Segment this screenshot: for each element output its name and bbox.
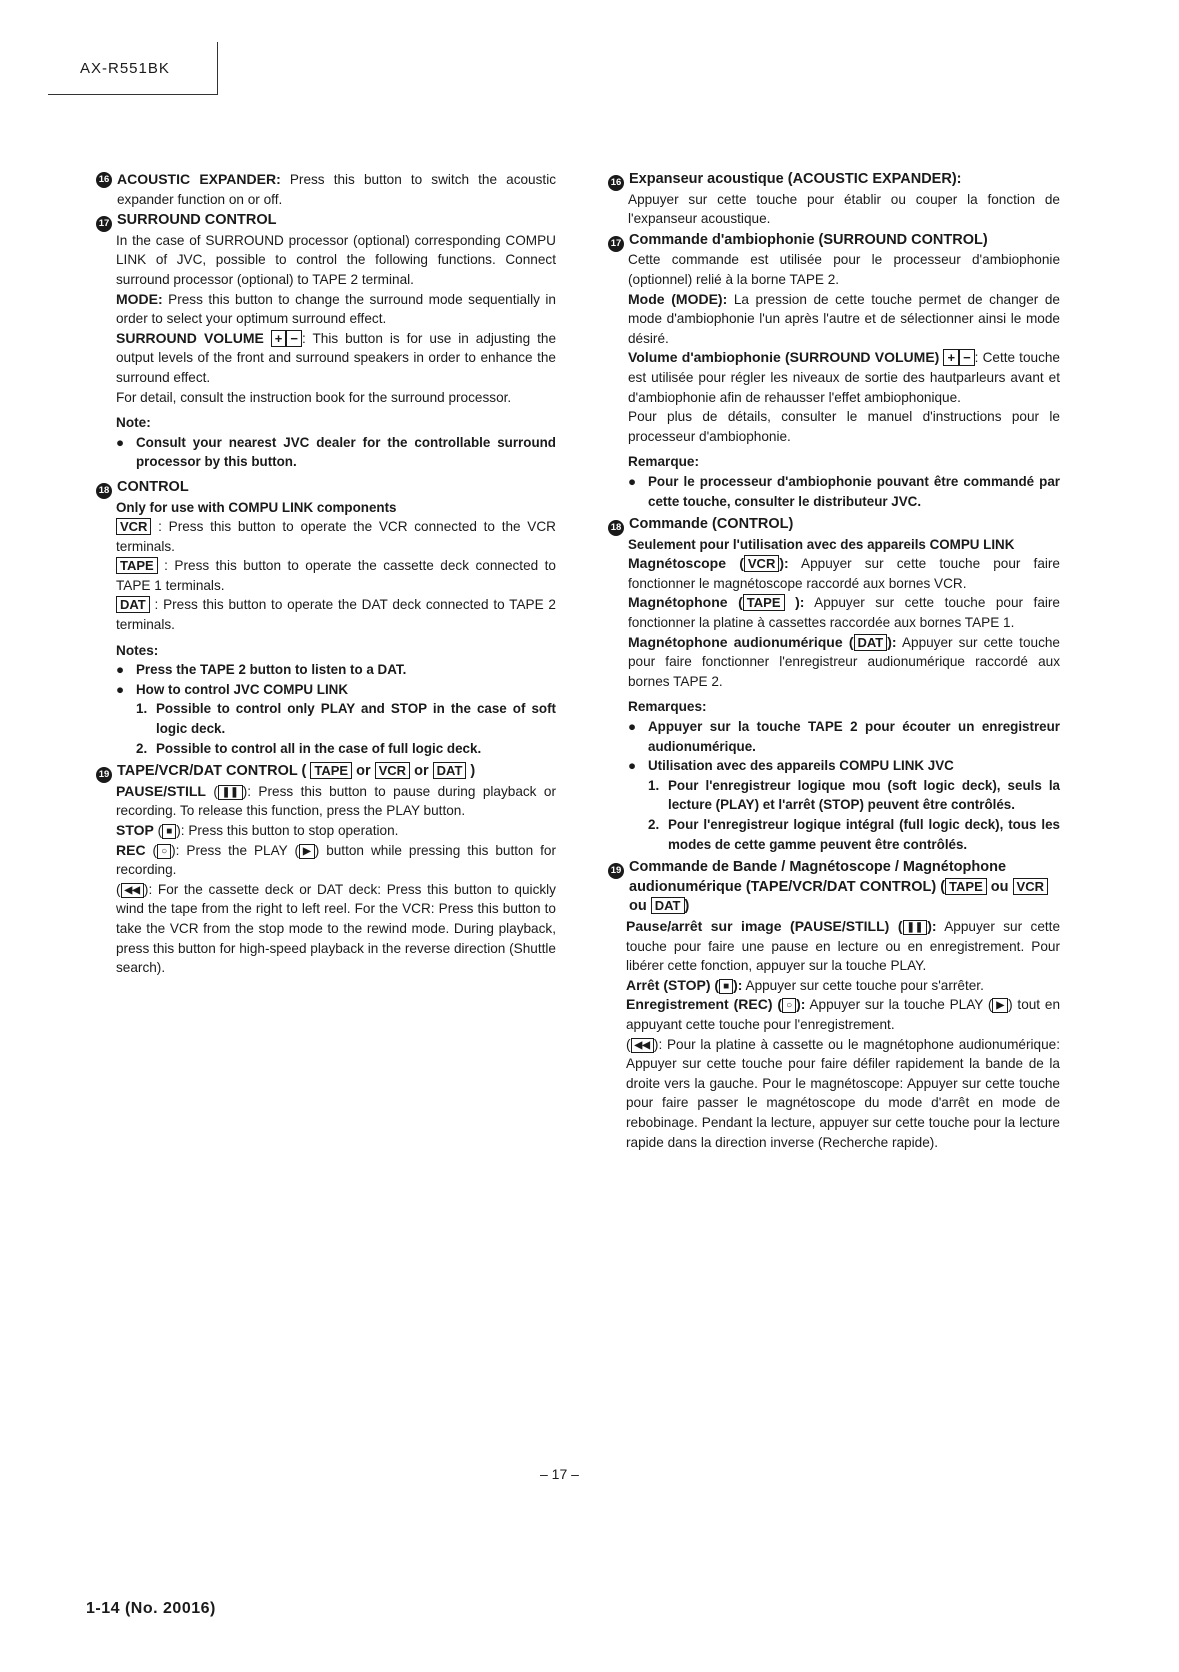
note-2a: Pour l'enregistreur logique mou (soft logic deck), seuls la lecture (PLAY) et l'arrêt (STOP) peuvent être contrôlés. — [668, 777, 1060, 813]
section-title: Commande d'ambiophonie (SURROUND CONTROL) — [629, 231, 988, 248]
bullet-icon: ● — [628, 758, 637, 774]
stop-text: Press this button to stop operation. — [188, 823, 399, 838]
rec-text-b: ) tout en appuyant cette touche pour l'enregistrement. — [626, 997, 1060, 1032]
stop-label: Arrêt (STOP) ( — [626, 976, 720, 993]
surround-volume-label: SURROUND VOLUME — [116, 329, 264, 346]
tape-key: TAPE — [945, 878, 987, 895]
surround-volume-text: Cette touche est utilisée pour régler les niveaux de sortie des hautparleurs avant et d'ambiophonie afin de rehausser l'effet ambiophonique. — [628, 350, 1060, 405]
surround-volume-label: Volume d'ambiophonie (SURROUND VOLUME) — [628, 349, 940, 366]
compu-link-only: Seulement pour l'utilisation avec des appareils COMPU LINK — [628, 536, 1015, 552]
dat-key: DAT — [651, 897, 685, 914]
dat-text: Press this button to operate the DAT deck connected to TAPE 2 terminals. — [116, 597, 556, 633]
dat-text: Appuyer sur cette touche pour faire fonctionner l'enregistreur audionumérique raccordé aux bornes TAPE 2. — [628, 634, 1060, 689]
section-intro: Cette commande est utilisée pour le processeur d'ambiophonie (optionnel) relié à la borne TAPE 2. — [628, 252, 1060, 287]
ou-text: ou — [990, 878, 1009, 895]
bullet-icon: ● — [116, 681, 125, 697]
vcr-key: VCR — [1013, 878, 1048, 895]
tape-text: Press this button to operate the cassette deck connected to TAPE 1 terminals. — [116, 558, 556, 593]
section-title: SURROUND CONTROL — [117, 212, 277, 229]
vcr-key: VCR — [375, 762, 410, 779]
dat-key: DAT — [854, 634, 888, 651]
section-title: Expanseur acoustique (ACOUSTIC EXPANDER): — [629, 171, 962, 187]
note-1: Press the TAPE 2 button to listen to a DAT. — [136, 662, 407, 678]
item-number-badge: 19 — [608, 863, 624, 879]
minus-key-icon: − — [959, 349, 975, 366]
section-commande: 18 Commande (CONTROL) Seulement pour l'utilisation avec des appareils COMPU LINK Magnétoscope ( VCR ): Appuyer sur cette touche pour faire fonctionner le magnétoscope raccordé aux bornes VCR. Magnétophone ( TAPE ): Appuyer sur cette touche pour faire fonctionner la platine à cassettes raccordée aux bornes TAPE 1. Magnétophone audionumérique ( DAT ): Appuyer sur cette touche pour faire fonctionner l'enregistreur audionumérique raccordé aux bornes TAPE 2. Remarques: ● Appuyer sur la touche TAPE 2 pour écouter un enregistreur audionumérique. ● Utilisation avec des appareils COMPU LINK JVC 1. Pour l'enregistreur logique mou (soft logic deck), seuls la lecture (PLAY) et l'arrêt (STOP) peuvent être contrôlés. 2. Pour l'enregistreur logique intégral (full logic deck), tous les modes de cette gamme peuvent être contrôlés. — [608, 515, 1060, 854]
vcr-key: VCR — [116, 518, 151, 535]
play-icon: ▶ — [992, 998, 1008, 1013]
detail-text: Pour plus de détails, consulter le manuel d'instructions pour le processeur d'ambiophonie. — [628, 409, 1060, 444]
pause-text: Appuyer sur cette touche pour faire une pause en lecture ou en enregistrement. Pour libérer cette fonction, appuyer sur la touche PLAY. — [626, 918, 1061, 974]
section-acoustic-expander — [96, 170, 556, 209]
rec-icon: ○ — [157, 844, 171, 859]
note-text: Consult your nearest JVC dealer for the controllable surround processor by this button. — [136, 434, 556, 470]
rewind-text: Pour la platine à cassette ou le magnétophone audionumérique: Appuyer sur cette touche pour faire défiler rapidement la bande de la droite vers la gauche. Pour le magnétoscope: Appuyer sur cette touche pour faire passer le magnétoscope du mode d'arrêt en mode de rebobinage. Pendant la lecture, appuyer sur cette touche pour la lecture rapide dans la direction inverse (Recherche rapide). — [626, 1036, 1060, 1150]
page-number: – 17 – — [540, 1466, 579, 1482]
ou-text: ou — [629, 898, 647, 915]
notes-heading: Remarques: — [628, 699, 707, 715]
rec-text-b: button while pressing this button for recording. — [116, 842, 556, 878]
list-number: 1. — [648, 777, 660, 793]
section-expanseur — [608, 170, 1060, 229]
item-number-badge: 18 — [96, 483, 112, 499]
section-surround-control: 17 SURROUND CONTROL In the case of SURROUND processor (optional) corresponding COMPU LINK of JVC, possible to control the following functions. Connect surround processor (optional) to TAPE 2 terminal. MODE: Press this button to change the surround mode sequentially in order to select your optimum surround effect. SURROUND VOLUME + − : This button is for use in adjusting the output levels of the front and surround speakers in order to enhance the surround effect. For detail, consult the instruction book for the surround processor. Note: ● Consult your nearest JVC dealer for the controllable surround processor by this button. — [96, 211, 556, 472]
tape-text: Appuyer sur cette touche pour faire fonctionner la platine à cassettes raccordée aux bornes TAPE 1. — [628, 595, 1060, 631]
tape-key: TAPE — [116, 557, 158, 574]
section-control: 18 CONTROL Only for use with COMPU LINK components VCR : Press this button to operate the VCR connected to the VCR terminals. TAPE : Press this button to operate the cassette deck connected to TAPE 1 terminals. DAT : Press this button to operate the DAT deck connected to TAPE 2 terminals. Notes: ● Press the TAPE 2 button to listen to a DAT. ● How to control JVC COMPU LINK 1. Possible to control only PLAY and STOP in the case of soft logic deck. 2. Possible to control all in the case of full logic deck. — [96, 478, 556, 758]
bullet-icon: ● — [116, 662, 125, 678]
item-number-badge: 16 — [96, 172, 112, 188]
section-tape-vcr-dat-control: 19 TAPE/VCR/DAT CONTROL ( TAPE or VCR or DAT ) PAUSE/STILL ( ❚❚ ): Press this button to pause during playback or recording. To release this function, press the PLAY button. STOP ( ■ ): Press this button to stop operation. REC ( ○ ): Press the PLAY ( ▶ ) button while pressing this button for recording. ( ◀◀ ): For the cassette deck or DAT deck: Press this button to quickly wind the tape from the right to left reel. For the VCR: Press this button to take the VCR from the stop mode to the rewind mode. During playback, press this button for high-speed playback in the reverse direction (Shuttle search). — [96, 762, 556, 978]
item-number-badge: 19 — [96, 767, 112, 783]
compu-link-only: Only for use with COMPU LINK components — [116, 499, 397, 515]
note-heading: Remarque: — [628, 454, 700, 470]
stop-icon: ■ — [162, 824, 176, 839]
vcr-label: Magnétoscope ( — [628, 555, 744, 572]
pause-text: Press this button to pause during playback or recording. To release this function, press the PLAY button. — [116, 783, 556, 819]
section-commande-bande: 19 Commande de Bande / Magnétoscope / Magnétophone audionumérique (TAPE/VCR/DAT CONTROL) ( TAPE ou VCR ou DAT ) Pause/arrêt sur image (PAUSE/STILL) ( ❚❚ ): Appuyer sur cette touche pour faire une pause en lecture ou en enregistrement. Pour libérer cette fonction, appuyer sur la touche PLAY. Arrêt (STOP) ( ■ ): Appuyer sur cette touche pour s'arrêter. Enregistrement (REC) ( ○ ): Appuyer sur la touche PLAY ( ▶ ) tout en appuyant cette touche pour l'enregistrement. ( ◀◀ ): Pour la platine à cassette ou le magnétophone audionumérique: Appuyer sur cette touche pour faire défiler rapidement la bande de la droite vers la gauche. Pour le magnétoscope: Appuyer sur cette touche pour faire passer le magnétoscope du mode d'arrêt en mode de rebobinage. Pendant la lecture, appuyer sur cette touche pour la lecture rapide dans la direction inverse (Recherche rapide). — [608, 858, 1060, 1152]
minus-key-icon: − — [286, 330, 302, 347]
tape-label: Magnétophone ( — [628, 594, 743, 611]
note-2b: Pour l'enregistreur logique intégral (full logic deck), tous les modes de cette gamme peuvent être contrôlés. — [668, 817, 1060, 852]
play-icon: ▶ — [299, 844, 315, 859]
pause-label: Pause/arrêt sur image (PAUSE/STILL) ( — [626, 917, 903, 934]
stop-text: Appuyer sur cette touche pour s'arrêter. — [745, 977, 984, 993]
surround-volume-text: This button is for use in adjusting the output levels of the front and surround speakers in order to enhance the surround effect. — [116, 330, 557, 385]
section-text: Appuyer sur cette touche pour établir ou couper la fonction de l'expanseur acoustique. — [628, 191, 1060, 227]
note-2a: Possible to control only PLAY and STOP in the case of soft logic deck. — [156, 701, 556, 737]
note-2: Utilisation avec des appareils COMPU LINK JVC — [648, 758, 954, 774]
section-title: CONTROL — [117, 478, 189, 495]
vcr-text: Press this button to operate the VCR connected to the VCR terminals. — [116, 519, 556, 554]
section-ambiophonie: 17 Commande d'ambiophonie (SURROUND CONTROL) Cette commande est utilisée pour le processeur d'ambiophonie (optionnel) relié à la borne TAPE 2. Mode (MODE): La pression de cette touche permet de changer de mode d'ambiophonie l'un après l'autre et de sélectionner ainsi le mode désiré. Volume d'ambiophonie (SURROUND VOLUME) + − : Cette touche est utilisée pour régler les niveaux de sortie des hautparleurs avant et d'ambiophonie afin de rehausser l'effet ambiophonique. Pour plus de détails, consulter le manuel d'instructions pour le processeur d'ambiophonie. Remarque: ● Pour le processeur d'ambiophonie pouvant être commandé par cette touche, consulter le distributeur JVC. — [608, 231, 1060, 511]
tape-key: TAPE — [310, 762, 352, 779]
bullet-icon: ● — [628, 473, 637, 489]
section-title: Commande de Bande / Magnétoscope / Magnétophone audionumérique (TAPE/VCR/DAT CONTROL) ( — [629, 859, 1007, 895]
list-number: 2. — [136, 740, 148, 756]
rewind-icon: ◀◀ — [631, 1038, 654, 1053]
bullet-icon: ● — [628, 719, 637, 735]
note-2: How to control JVC COMPU LINK — [136, 681, 349, 697]
mode-text: La pression de cette touche permet de changer de mode d'ambiophonie l'un après l'autre et de sélectionner ainsi le mode désiré. — [628, 291, 1060, 346]
tape-key: TAPE — [743, 594, 785, 611]
bullet-icon: ● — [116, 434, 125, 450]
list-number: 1. — [136, 701, 148, 717]
note-text: Pour le processeur d'ambiophonie pouvant être commandé par cette touche, consulter le distributeur JVC. — [648, 473, 1060, 509]
pause-icon: ❚❚ — [218, 785, 243, 800]
section-text: Press this button to switch the acoustic expander function on or off. — [117, 172, 557, 207]
list-number: 2. — [648, 817, 660, 832]
note-2b: Possible to control all in the case of full logic deck. — [156, 740, 482, 756]
item-number-badge: 17 — [608, 236, 624, 252]
dat-key: DAT — [116, 596, 150, 613]
plus-key-icon: + — [943, 349, 959, 366]
rec-text-a: Press the PLAY — [186, 842, 288, 858]
vcr-key: VCR — [744, 555, 779, 572]
stop-label: STOP — [116, 822, 154, 838]
item-number-badge: 17 — [96, 216, 112, 232]
section-title: TAPE/VCR/DAT CONTROL ( — [117, 763, 307, 780]
french-column — [608, 170, 1060, 1154]
mode-label: MODE: — [116, 290, 163, 307]
detail-text: For detail, consult the instruction book for the surround processor. — [116, 389, 512, 405]
vcr-text: Appuyer sur cette touche pour faire fonctionner le magnétoscope raccordé aux bornes VCR. — [628, 556, 1060, 591]
rewind-icon: ◀◀ — [121, 883, 144, 898]
or-text: or — [414, 763, 429, 780]
section-title: ACOUSTIC EXPANDER: — [117, 171, 281, 187]
note-1: Appuyer sur la touche TAPE 2 pour écouter un enregistreur audionumérique. — [648, 719, 1060, 754]
note-heading: Note: — [116, 415, 151, 431]
header-rule-vertical — [217, 42, 218, 95]
rewind-text: For the cassette deck or DAT deck: Press this button to quickly wind the tape from the right to left reel. For the VCR: Press this button to take the VCR from the stop mode to the rewind mode. During playback, press this button for high-speed playback in the reverse direction (Shuttle search). — [116, 881, 556, 976]
dat-key: DAT — [433, 762, 467, 779]
dat-label: Magnétophone audionumérique ( — [628, 633, 854, 650]
item-number-badge: 16 — [608, 175, 624, 191]
rec-icon: ○ — [782, 998, 796, 1013]
section-title: Commande (CONTROL) — [629, 516, 794, 533]
english-column — [96, 170, 556, 980]
section-intro: In the case of SURROUND processor (optional) corresponding COMPU LINK of JVC, possible to control the following functions. Connect surround processor (optional) to TAPE 2 terminal. — [116, 232, 556, 287]
stop-icon: ■ — [719, 979, 733, 994]
rec-label: REC — [116, 841, 146, 858]
model-header: AX-R551BK — [80, 60, 170, 77]
mode-label: Mode (MODE): — [628, 290, 728, 307]
rec-text-a: Appuyer sur la touche PLAY ( — [809, 997, 993, 1013]
plus-key-icon: + — [271, 330, 287, 347]
rec-label: Enregistrement (REC) ( — [626, 996, 783, 1013]
footer-ref: 1-14 (No. 20016) — [86, 1600, 216, 1617]
notes-heading: Notes: — [116, 642, 159, 658]
pause-label: PAUSE/STILL — [116, 782, 206, 799]
mode-text: Press this button to change the surround mode sequentially in order to select your optimum surround effect. — [116, 291, 556, 327]
header-rule — [48, 94, 218, 95]
or-text: or — [356, 763, 371, 780]
item-number-badge: 18 — [608, 520, 624, 536]
pause-icon: ❚❚ — [903, 920, 928, 935]
